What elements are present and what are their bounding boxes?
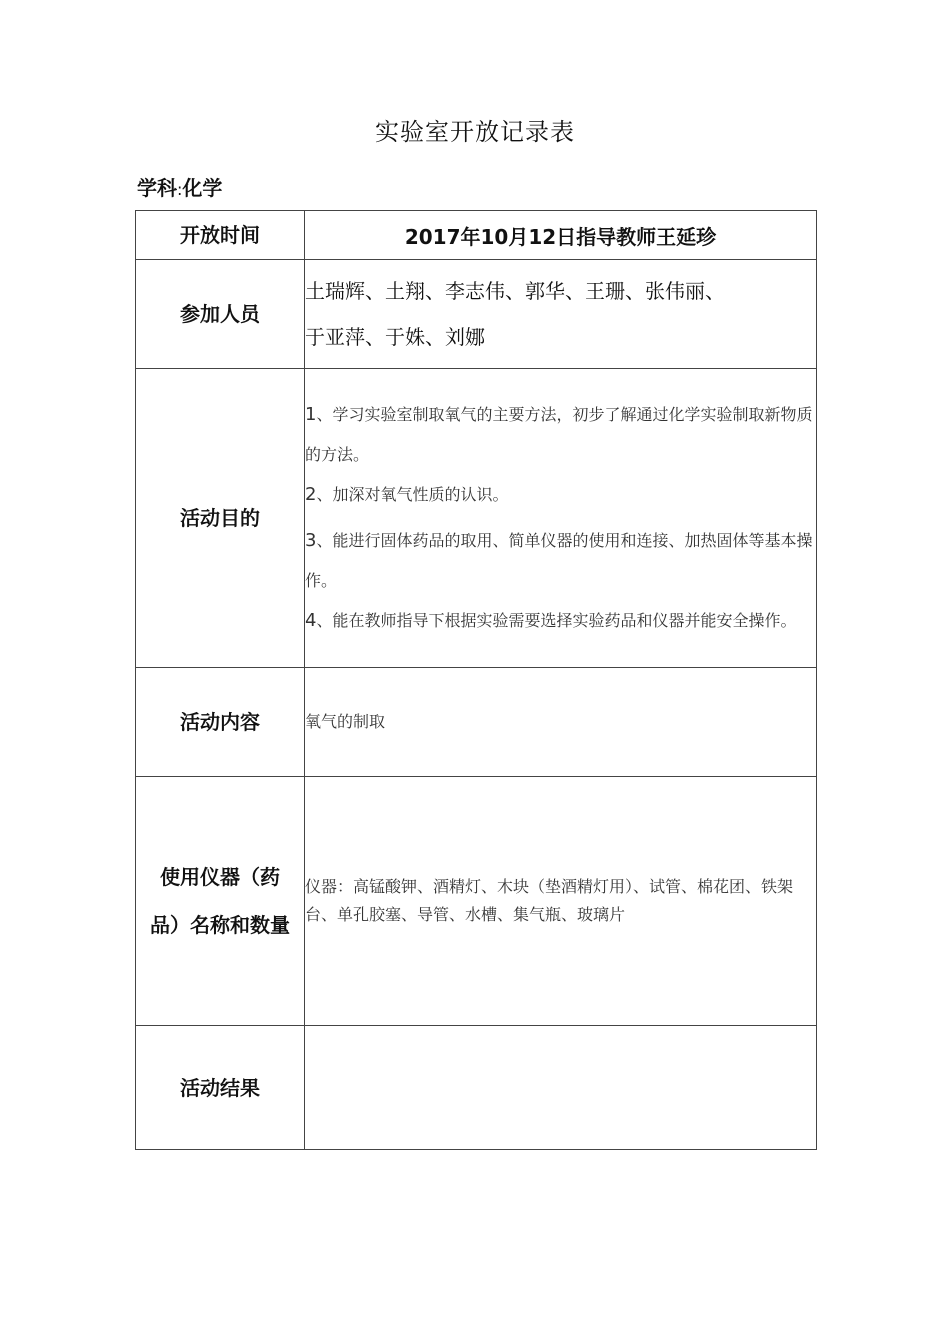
- activity-content-value: 氧气的制取: [305, 668, 817, 777]
- result-label: 活动结果: [136, 1026, 305, 1150]
- row-participants: [136, 260, 817, 369]
- participants-line-2: 于亚萍、于姝、刘娜: [305, 325, 485, 349]
- row-activity-content: [136, 668, 817, 777]
- activity-content-label: 活动内容: [136, 668, 305, 777]
- purpose-item-4: 4、能在教师指导下根据实验需要选择实验药品和仪器并能安全操作。: [305, 610, 797, 631]
- subject-colon: :: [177, 180, 183, 199]
- purpose-label: 活动目的: [136, 369, 305, 668]
- instruments-label: 使用仪器（药品）名称和数量: [136, 777, 305, 1026]
- row-instruments: [136, 777, 817, 1026]
- participants-label: 参加人员: [136, 260, 305, 369]
- participants-line-1: 土瑞辉、土翔、李志伟、郭华、王珊、张伟丽、: [305, 279, 725, 303]
- instruments-value: 仪器：高锰酸钾、酒精灯、木块（垫酒精灯用）、试管、棉花团、铁架台、单孔胶塞、导管、水槽、集气瓶、玻璃片: [305, 777, 817, 1026]
- purpose-item-1: 1、学习实验室制取氧气的主要方法，初步了解通过化学实验制取新物质的方法。: [305, 404, 813, 464]
- row-purpose: [136, 369, 817, 668]
- row-open-time: [136, 211, 817, 260]
- purpose-item-3: 3、能进行固体药品的取用、简单仪器的使用和连接、加热固体等基本操作。: [305, 530, 813, 590]
- record-table: [135, 210, 817, 1150]
- purpose-item-2: 2、加深对氧气性质的认识。: [305, 484, 509, 505]
- open-time-label: 开放时间: [136, 211, 305, 260]
- page-title: 实验室开放记录表: [375, 118, 575, 146]
- row-result: [136, 1026, 817, 1150]
- subject-label: 学科: [137, 176, 177, 200]
- purpose-value: [305, 369, 817, 668]
- open-time-value: 2017年10月12日指导教师王延珍: [305, 211, 817, 260]
- result-value: [305, 1026, 817, 1150]
- subject-value: 化学: [182, 176, 223, 200]
- subject-line: [137, 172, 222, 201]
- participants-value: [305, 260, 817, 369]
